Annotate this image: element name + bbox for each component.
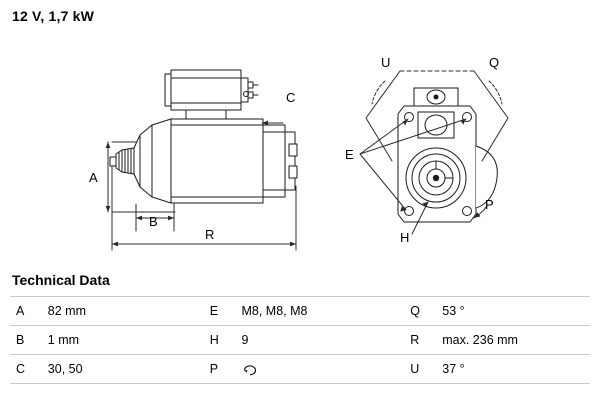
spec-value: 53 °: [436, 297, 590, 326]
diagram-label-B: B: [149, 214, 158, 229]
column-gap: [186, 326, 204, 355]
spec-value: max. 236 mm: [436, 326, 590, 355]
spec-key: R: [404, 326, 436, 355]
spec-key: A: [10, 297, 42, 326]
table-row: [10, 355, 590, 384]
diagram-label-U: U: [381, 55, 391, 70]
diagram-label-A: A: [89, 170, 98, 185]
spec-value: 9: [236, 326, 387, 355]
spec-key: B: [10, 326, 42, 355]
spec-key: U: [404, 355, 436, 384]
page-title: 12 V, 1,7 kW: [12, 8, 95, 24]
spec-key: H: [204, 326, 236, 355]
column-gap: [186, 297, 204, 326]
spec-value: 37 °: [436, 355, 590, 384]
rotation-cw-icon: [242, 362, 258, 376]
diagram-label-H: H: [400, 230, 410, 245]
spec-key: P: [204, 355, 236, 384]
spec-key: E: [204, 297, 236, 326]
spec-key: Q: [404, 297, 436, 326]
diagram-label-R-left: R: [205, 227, 215, 242]
starter-motor-drawing: [0, 26, 600, 256]
column-gap: [387, 355, 405, 384]
spec-key: C: [10, 355, 42, 384]
technical-data-table: [10, 296, 590, 384]
spec-value: 1 mm: [42, 326, 186, 355]
spec-value: 30, 50: [42, 355, 186, 384]
table-row: [10, 326, 590, 355]
diagram-label-Q: Q: [489, 55, 500, 70]
column-gap: [186, 355, 204, 384]
spec-value-rotation: [236, 355, 387, 384]
diagram-label-C: C: [286, 90, 296, 105]
table-row: [10, 297, 590, 326]
spec-value: M8, M8, M8: [236, 297, 387, 326]
column-gap: [387, 297, 405, 326]
diagram-label-E: E: [345, 147, 354, 162]
spec-value: 82 mm: [42, 297, 186, 326]
column-gap: [387, 326, 405, 355]
diagram-label-P: P: [485, 197, 494, 212]
technical-data-heading: Technical Data: [12, 272, 110, 288]
